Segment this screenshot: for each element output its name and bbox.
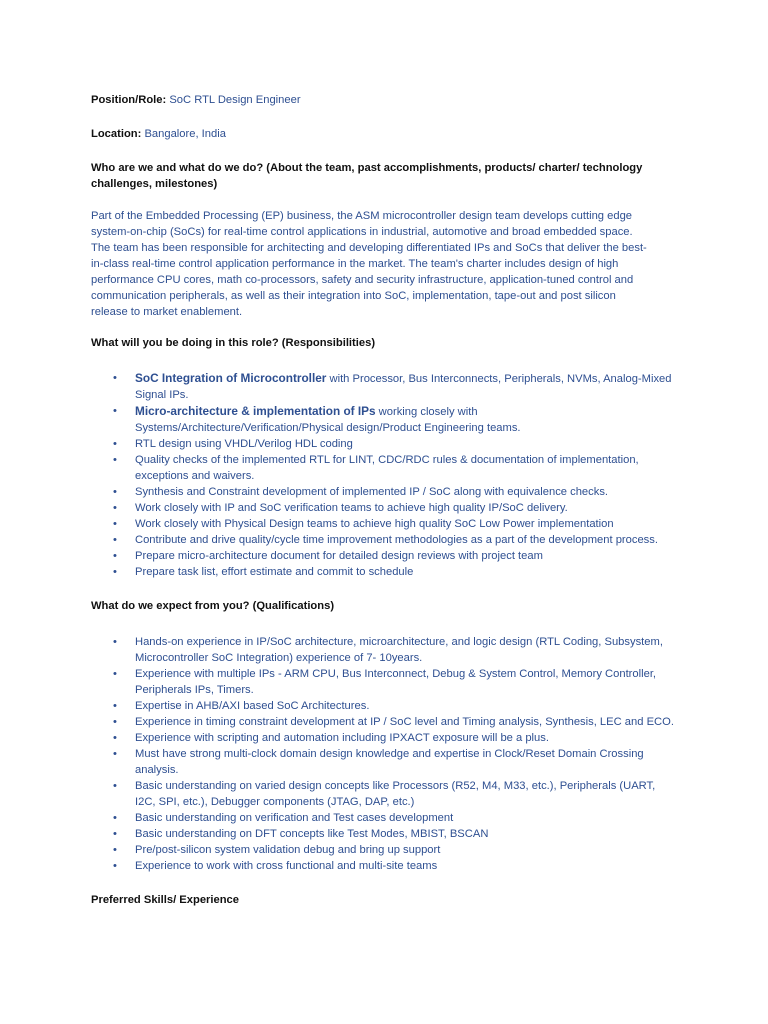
list-item	[91, 698, 675, 714]
bullet-icon: •	[113, 405, 117, 417]
bullet-icon: •	[113, 518, 117, 530]
list-item	[91, 634, 675, 666]
qualifications-heading: What do we expect from you? (Qualifications)	[91, 600, 335, 612]
bullet-icon: •	[113, 748, 117, 760]
about-heading: Who are we and what do we do? (About the team, past accomplishments, products/ charter/ technology challenges, milestones)	[91, 162, 643, 190]
list-item-text: Basic understanding on DFT concepts like Test Modes, MBIST, BSCAN	[135, 828, 489, 840]
bullet-icon: •	[113, 668, 117, 680]
bullet-icon: •	[113, 566, 117, 578]
list-item	[91, 516, 675, 532]
list-item-text: Experience with multiple IPs - ARM CPU, Bus Interconnect, Debug & System Control, Memory Controller, Peripherals IPs, Timers.	[135, 668, 657, 696]
location-value: Bangalore, India	[144, 128, 226, 140]
list-item	[91, 714, 675, 730]
list-item-text: Quality checks of the implemented RTL for LINT, CDC/RDC rules & documentation of implementation, exceptions and waivers.	[135, 454, 639, 482]
bullet-icon: •	[113, 550, 117, 562]
list-item-text: Synthesis and Constraint development of implemented IP / SoC along with equivalence checks.	[135, 486, 609, 498]
list-item	[91, 436, 675, 452]
list-item	[91, 730, 675, 746]
list-item	[91, 564, 675, 580]
bullet-icon: •	[113, 454, 117, 466]
list-item-text: Basic understanding on varied design concepts like Processors (R52, M4, M33, etc.), Peripherals (UART, I2C, SPI, etc.), Debugger components (JTAG, DAP, etc.)	[135, 780, 656, 808]
bullet-icon: •	[113, 780, 117, 792]
location-label: Location:	[91, 128, 142, 140]
list-item	[91, 370, 675, 403]
position-value: SoC RTL Design Engineer	[169, 94, 301, 106]
list-item-text: Experience to work with cross functional and multi-site teams	[135, 860, 438, 872]
bullet-icon: •	[113, 812, 117, 824]
list-item-text: Prepare micro-architecture document for detailed design reviews with project team	[135, 550, 543, 562]
about-paragraph: Part of the Embedded Processing (EP) business, the ASM microcontroller design team develops cutting edge system-on-chip (SoCs) for real-time control applications in industrial, automotive and broad embedded space. The team has been responsible for architecting and developing differentiated IPs and SoCs that deliver the best-in-class real-time control application performance in the market. The team's charter includes design of high performance CPU cores, math co-processors, safety and security infrastructure, application-tuned control and communication peripherals, as well as their integration into SoC, implementation, tape-out and post silicon release to market enablement.	[91, 210, 647, 318]
bullet-icon: •	[113, 828, 117, 840]
list-item-text: Work closely with IP and SoC verification teams to achieve high quality IP/SoC delivery.	[135, 502, 568, 514]
list-item	[91, 842, 675, 858]
qualifications-list	[91, 634, 691, 874]
list-item-text: Hands-on experience in IP/SoC architecture, microarchitecture, and logic design (RTL Coding, Subsystem, Microcontroller SoC Integration) experience of 7- 10years.	[135, 636, 663, 664]
list-item	[91, 452, 675, 484]
list-item	[91, 778, 675, 810]
bullet-icon: •	[113, 732, 117, 744]
list-item-text: with Processor, Bus Interconnects, Peripherals, NVMs, Analog-Mixed Signal IPs.	[135, 373, 672, 401]
list-item	[91, 500, 675, 516]
list-item-text: Contribute and drive quality/cycle time improvement methodologies as a part of the development process.	[135, 534, 658, 546]
list-item-text: Prepare task list, effort estimate and commit to schedule	[135, 566, 414, 578]
list-item-text: Experience with scripting and automation including IPXACT exposure will be a plus.	[135, 732, 549, 744]
bullet-icon: •	[113, 716, 117, 728]
bullet-icon: •	[113, 502, 117, 514]
responsibilities-heading: What will you be doing in this role? (Responsibilities)	[91, 337, 376, 349]
bullet-icon: •	[113, 438, 117, 450]
list-item-text: Must have strong multi-clock domain design knowledge and expertise in Clock/Reset Domain Crossing analysis.	[135, 748, 644, 776]
list-item	[91, 666, 675, 698]
bullet-icon: •	[113, 860, 117, 872]
list-item-text: Expertise in AHB/AXI based SoC Architectures.	[135, 700, 370, 712]
list-item	[91, 746, 675, 778]
location-line	[91, 126, 691, 142]
list-item-text: Experience in timing constraint development at IP / SoC level and Timing analysis, Synthesis, LEC and ECO.	[135, 716, 674, 728]
list-item-text: RTL design using VHDL/Verilog HDL coding	[135, 438, 353, 450]
list-item	[91, 548, 675, 564]
list-item	[91, 858, 675, 874]
bullet-icon: •	[113, 372, 117, 384]
list-item	[91, 826, 675, 842]
list-item-lead: SoC Integration of Microcontroller	[135, 371, 327, 385]
bullet-icon: •	[113, 844, 117, 856]
bullet-icon: •	[113, 534, 117, 546]
bullet-icon: •	[113, 636, 117, 648]
list-item-text: Work closely with Physical Design teams to achieve high quality SoC Low Power implementation	[135, 518, 614, 530]
responsibilities-list	[91, 370, 691, 580]
list-item	[91, 810, 675, 826]
position-label: Position/Role:	[91, 94, 167, 106]
list-item-text: Pre/post-silicon system validation debug and bring up support	[135, 844, 441, 856]
list-item	[91, 532, 675, 548]
position-line	[91, 92, 691, 108]
bullet-icon: •	[113, 700, 117, 712]
list-item-text: Basic understanding on verification and Test cases development	[135, 812, 454, 824]
list-item-lead: Micro-architecture & implementation of IPs	[135, 404, 376, 418]
bullet-icon: •	[113, 486, 117, 498]
document-page	[91, 92, 691, 908]
preferred-heading: Preferred Skills/ Experience	[91, 894, 240, 906]
list-item-text: working closely with Systems/Architecture/Verification/Physical design/Product Engineering teams.	[135, 406, 521, 434]
list-item	[91, 484, 675, 500]
list-item	[91, 403, 675, 436]
